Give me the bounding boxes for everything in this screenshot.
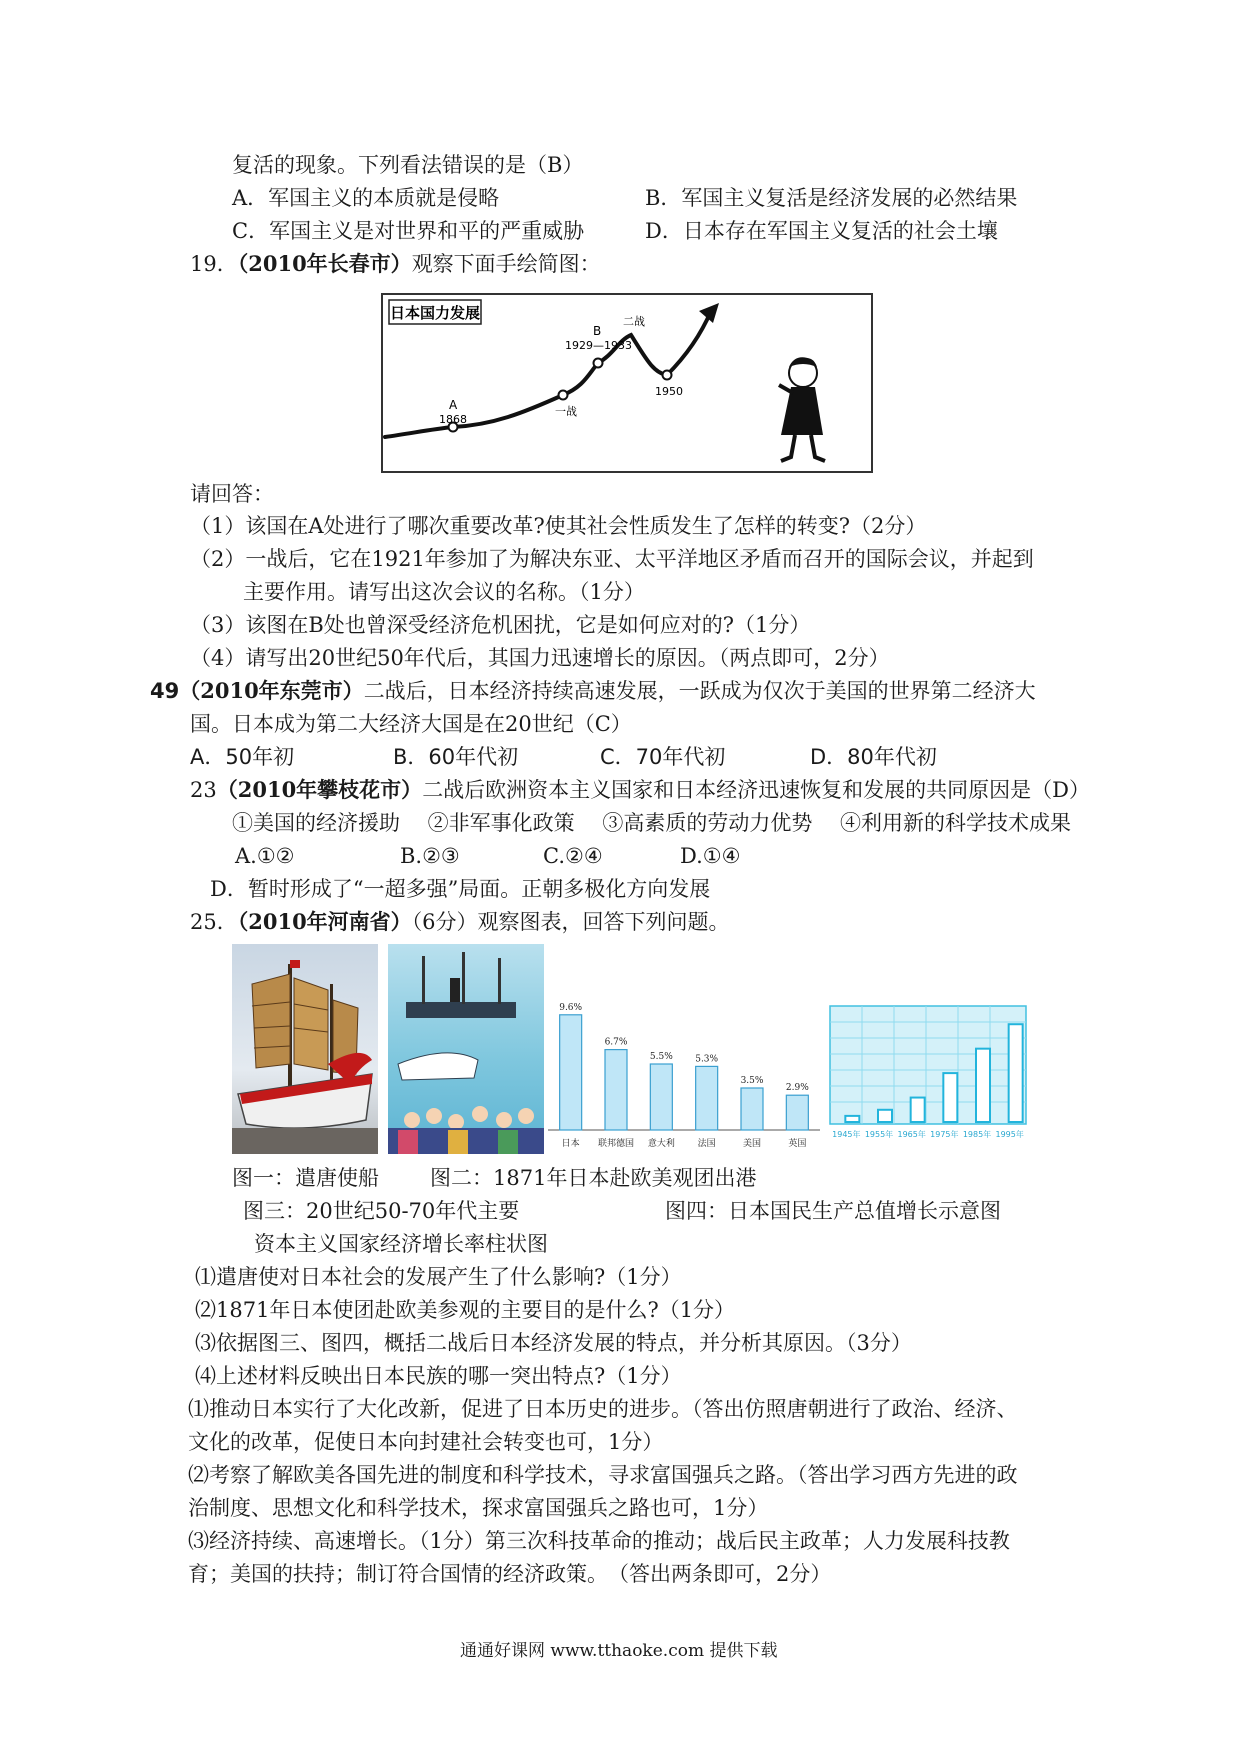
chart4-category-label: 1955年 xyxy=(864,1130,894,1139)
chart4-category-label: 1975年 xyxy=(930,1130,959,1139)
q18-option-a: A．军国主义的本质就是侵略 xyxy=(232,186,500,210)
q49-number: 49 xyxy=(150,679,180,703)
q19-stem: 观察下面手绘简图： xyxy=(411,252,601,276)
label-1950: 1950 xyxy=(655,385,683,398)
chart3-bar xyxy=(741,1088,763,1130)
label-1868: 1868 xyxy=(439,413,467,426)
caption-figure2: 图二：1871年日本赴欧美观团出港 xyxy=(430,1166,757,1190)
q25-sub2: ⑵1871年日本使团赴欧美参观的主要目的是什么?（1分） xyxy=(195,1298,736,1322)
point-b xyxy=(594,359,603,368)
q49-heading xyxy=(150,677,1036,705)
japan-power-sketch-svg xyxy=(383,295,871,471)
chart3-bar xyxy=(560,1015,582,1130)
chart3-value-label: 6.7% xyxy=(604,1037,628,1048)
q25-sub1: ⑴遣唐使对日本社会的发展产生了什么影响?（1分） xyxy=(195,1265,682,1289)
chart4-bar xyxy=(976,1049,990,1122)
chart3-value-label: 5.3% xyxy=(695,1054,719,1065)
q19-number: 19． xyxy=(190,252,238,276)
label-b: B xyxy=(593,324,602,338)
gnp-growth-chart-svg xyxy=(828,1004,1028,1142)
caption-figure3-line2: 资本主义国家经济增长率柱状图 xyxy=(254,1232,548,1256)
q23-option-a: A.①② xyxy=(235,844,295,868)
q23-option-c: C.②④ xyxy=(543,844,603,868)
chart4-category-label: 1965年 xyxy=(897,1130,926,1139)
q23-stem: 二战后欧洲资本主义国家和日本经济迅速恢复和发展的共同原因是（D） xyxy=(422,778,1091,802)
q25-answer1-line1: ⑴推动日本实行了大化改新，促进了日本历史的进步。（答出仿照唐朝进行了政治、经济、 xyxy=(188,1397,1018,1421)
q49-source: （2010年东莞市） xyxy=(179,678,364,703)
q25-answer2-line1: ⑵考察了解欧美各国先进的制度和科学技术，寻求富国强兵之路。（答出学习西方先进的政 xyxy=(188,1463,1018,1487)
chart4-category-label: 1995年 xyxy=(995,1130,1024,1139)
q19-sub4: （4）请写出20世纪50年代后，其国力迅速增长的原因。（两点即可，2分） xyxy=(190,646,890,670)
chart3-bar xyxy=(605,1050,627,1130)
q25-answer3-line2: 育；美国的扶持；制订符合国情的经济政策。 （答出两条即可，2分） xyxy=(188,1562,832,1586)
q19-source: （2010年长春市） xyxy=(237,251,412,276)
q49-option-b: B．60年代初 xyxy=(393,745,519,769)
chart3-category-label: 法国 xyxy=(697,1139,716,1149)
q19-prompt: 请回答： xyxy=(190,482,274,506)
chart4-bar xyxy=(1009,1024,1023,1122)
growth-rate-chart-svg xyxy=(548,984,822,1154)
q19-sub2-line1: （2）一战后，它在1921年参加了为解决东亚、太平洋地区矛盾而召开的国际会议，并起到 xyxy=(190,547,1034,571)
caption-figure4: 图四：日本国民生产总值增长示意图 xyxy=(665,1199,1001,1223)
sketch-title: 日本国力发展 xyxy=(389,304,481,322)
chart4-frame xyxy=(830,1006,1026,1124)
q19-sub1: （1）该国在A处进行了哪次重要改革?使其社会性质发生了怎样的转变?（2分） xyxy=(190,514,927,538)
chart3-category-label: 英国 xyxy=(788,1139,807,1149)
q25-answer2-line2: 治制度、思想文化和科学技术，探求富国强兵之路也可，1分） xyxy=(188,1496,769,1520)
q25-number: 25． xyxy=(190,910,238,934)
chart4-category-label: 1985年 xyxy=(962,1130,992,1139)
label-1929-1933: 1929—1933 xyxy=(565,339,632,352)
q19-sub3: （3）该图在B处也曾深受经济危机困扰，它是如何应对的?（1分） xyxy=(190,613,811,637)
q18-option-d: D．日本存在军国主义复活的社会土壤 xyxy=(645,219,998,243)
q19-sub2-line2: 主要作用。请写出这次会议的名称。（1分） xyxy=(243,580,645,604)
figure2-1871-mission-departure xyxy=(388,944,544,1154)
figure4-gnp-growth-chart xyxy=(828,1004,1028,1142)
label-ww1: 一战 xyxy=(555,405,577,418)
stray-option-d: D．暂时形成了“一超多强”局面。正朝多极化方向发展 xyxy=(210,877,711,901)
chart3-value-label: 9.6% xyxy=(559,1002,583,1013)
page-footer: 通通好课网 www.tthaoke.com 提供下载 xyxy=(460,1641,778,1661)
caption-figure1: 图一：遣唐使船 xyxy=(232,1166,379,1190)
q25-sub3: ⑶依据图三、图四，概括二战后日本经济发展的特点，并分析其原因。（3分） xyxy=(195,1331,912,1355)
q49-stem-line2: 国。日本成为第二大经济大国是在20世纪（C） xyxy=(190,712,632,736)
q23-option-d: D.①④ xyxy=(680,844,741,868)
chart3-value-label: 2.9% xyxy=(785,1083,809,1094)
chart3-bar xyxy=(650,1064,672,1130)
q23-heading xyxy=(190,776,1090,804)
q23-number: 23 xyxy=(190,778,217,802)
q25-source: （2010年河南省） xyxy=(237,909,412,934)
japan-power-sketch xyxy=(381,293,873,473)
ship-illustration xyxy=(232,944,378,1154)
chart3-value-label: 5.5% xyxy=(649,1052,673,1062)
q25-answer1-line2: 文化的改革，促使日本向封建社会转变也可，1分） xyxy=(188,1430,664,1454)
chart4-bar xyxy=(911,1098,925,1122)
point-1950 xyxy=(663,371,672,380)
q49-stem-line1: 二战后，日本经济持续高速发展，一跃成为仅次于美国的世界第二经济大 xyxy=(363,679,1036,703)
chart3-value-label: 3.5% xyxy=(740,1076,764,1086)
chart3-category-label: 联邦德国 xyxy=(597,1139,635,1149)
q23-option-b: B.②③ xyxy=(400,844,460,868)
chart4-bar xyxy=(943,1073,957,1122)
q25-stem: （6分）观察图表，回答下列问题。 xyxy=(411,910,730,934)
q18-option-b: B．军国主义复活是经济发展的必然结果 xyxy=(645,186,1018,210)
point-ww1 xyxy=(559,391,568,400)
caption-figure3-line1: 图三：20世纪50-70年代主要 xyxy=(243,1199,520,1223)
q18-option-c: C．军国主义是对世界和平的严重威胁 xyxy=(232,219,585,243)
q49-option-a: A．50年初 xyxy=(190,745,295,769)
chart4-category-label: 1945年 xyxy=(832,1130,861,1139)
q23-items: ①美国的经济援助 ②非军事化政策 ③高素质的劳动力优势 ④利用新的科学技术成果 xyxy=(232,811,1072,835)
figure1-tang-envoy-ship xyxy=(232,944,378,1154)
q18-stem: 复活的现象。下列看法错误的是（B） xyxy=(232,153,584,177)
chart4-bar xyxy=(878,1110,892,1122)
q19-heading xyxy=(190,250,601,278)
chart3-category-label: 美国 xyxy=(742,1139,762,1149)
harbor-illustration xyxy=(388,944,544,1154)
q25-heading xyxy=(190,908,730,936)
label-ww2: 二战 xyxy=(623,315,645,328)
label-a: A xyxy=(449,398,458,412)
chart3-category-label: 日本 xyxy=(561,1139,580,1149)
q49-option-c: C．70年代初 xyxy=(600,745,726,769)
chart4-bar xyxy=(845,1116,859,1122)
q49-option-d: D．80年代初 xyxy=(810,745,937,769)
cartoon-boy xyxy=(779,357,825,461)
figure3-growth-rate-chart xyxy=(548,984,822,1154)
q25-sub4: ⑷上述材料反映出日本民族的哪一突出特点?（1分） xyxy=(195,1364,682,1388)
q25-answer3-line1: ⑶经济持续、高速增长。（1分）第三次科技革命的推动；战后民主政革；人力发展科技教 xyxy=(188,1529,1010,1553)
chart3-bar xyxy=(786,1095,808,1130)
chart3-category-label: 意大利 xyxy=(647,1139,675,1149)
chart3-bar xyxy=(696,1066,718,1130)
q23-source: （2010年攀枝花市） xyxy=(216,777,423,802)
